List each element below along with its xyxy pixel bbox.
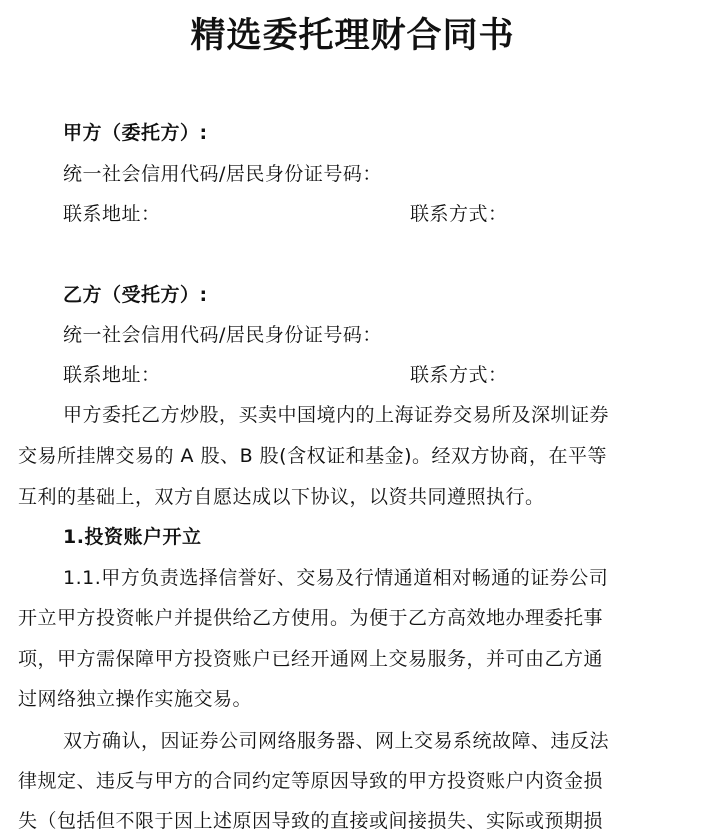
document-title: 精选委托理财合同书	[190, 16, 515, 56]
party-b-heading: 乙方（受托方）:	[63, 284, 208, 306]
confirm-line-3: 失（包括但不限于因上述原因导致的直接或间接损失、实际或预期损	[18, 810, 604, 832]
party-a-contact-label: 联系方式：	[410, 203, 508, 225]
party-b-contact-label: 联系方式：	[410, 364, 508, 386]
section-1-heading: 1.投资账户开立	[63, 526, 202, 548]
clause-1-1-line-2: 开立甲方投资帐户并提供给乙方使用。为便于乙方高效地办理委托事	[18, 607, 604, 629]
party-a-heading: 甲方（委托方）:	[63, 122, 208, 144]
intro-line-3: 互利的基础上，双方自愿达成以下协议，以资共同遵照执行。	[18, 486, 545, 508]
party-a-address-label: 联系地址：	[63, 203, 161, 225]
clause-1-1-line-3: 项，甲方需保障甲方投资账户已经开通网上交易服务，并可由乙方通	[18, 648, 604, 670]
clause-1-1-line-4: 过网络独立操作实施交易。	[18, 688, 253, 710]
party-a-credit-code-label: 统一社会信用代码/居民身份证号码：	[63, 163, 382, 185]
clause-1-1-line-1: 1.1.甲方负责选择信誉好、交易及行情通道相对畅通的证券公司	[63, 567, 609, 589]
party-b-credit-code-label: 统一社会信用代码/居民身份证号码：	[63, 324, 382, 346]
party-b-address-label: 联系地址：	[63, 364, 161, 386]
intro-line-1: 甲方委托乙方炒股，买卖中国境内的上海证券交易所及深圳证券	[63, 404, 610, 426]
confirm-line-1: 双方确认，因证券公司网络服务器、网上交易系统故障、违反法	[63, 730, 610, 752]
confirm-line-2: 律规定、违反与甲方的合同约定等原因导致的甲方投资账户内资金损	[18, 770, 604, 792]
intro-line-2: 交易所挂牌交易的 A 股、B 股(含权证和基金)。经双方协商，在平等	[18, 445, 607, 467]
